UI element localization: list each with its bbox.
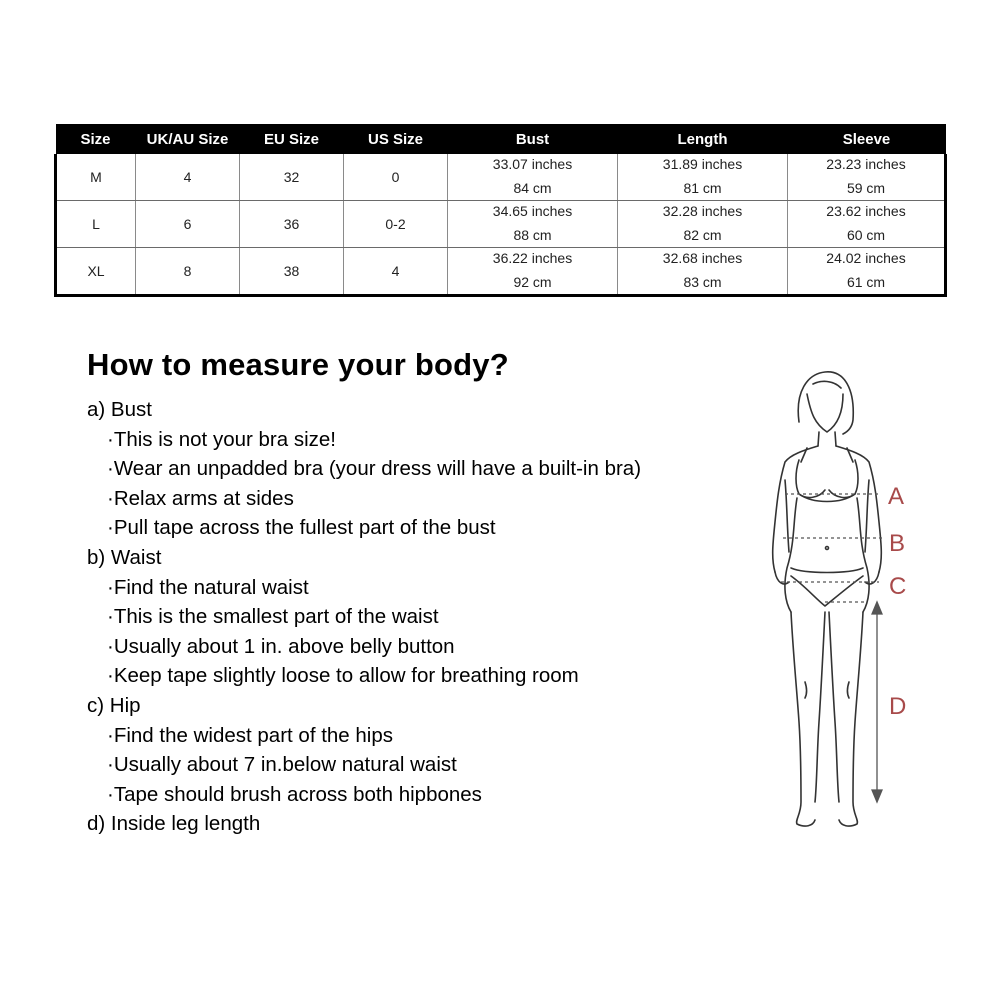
list-item: ·Find the widest part of the hips — [107, 723, 394, 747]
sleeve-inches: 23.23 inches — [826, 156, 906, 172]
sleeve-inches: 23.62 inches — [826, 203, 906, 219]
table-header-row — [56, 124, 946, 154]
cell-length — [618, 201, 788, 248]
cell-us: 4 — [344, 248, 448, 296]
table-row — [56, 154, 946, 201]
body-measurement-figure-icon — [755, 362, 935, 842]
list-item: ·Usually about 1 in. above belly button — [107, 634, 455, 658]
bust-inches: 36.22 inches — [492, 250, 573, 266]
header-eu-size: EU Size — [240, 124, 344, 154]
cell-sleeve — [788, 201, 946, 248]
cell-uk-au: 4 — [136, 154, 240, 201]
list-item: ·Find the natural waist — [107, 575, 309, 599]
list-item: ·Pull tape across the fullest part of the bust — [107, 516, 496, 540]
list-item: ·This is not your bra size! — [107, 427, 336, 451]
list-item: ·Tape should brush across both hipbones — [107, 782, 482, 806]
length-inches: 32.68 inches — [662, 250, 743, 266]
length-inches: 31.89 inches — [662, 156, 743, 172]
table-row — [56, 201, 946, 248]
cell-eu: 36 — [240, 201, 344, 248]
section-heading-inside-leg: d) Inside leg length — [87, 812, 261, 836]
sleeve-cm: 61 cm — [846, 274, 886, 290]
cell-size: M — [56, 154, 136, 201]
cell-us: 0-2 — [344, 201, 448, 248]
sleeve-inches: 24.02 inches — [826, 250, 906, 266]
bust-cm: 92 cm — [513, 274, 552, 290]
bust-cm: 88 cm — [513, 227, 552, 243]
list-item: ·Usually about 7 in.below natural waist — [107, 753, 457, 777]
cell-size: XL — [56, 248, 136, 296]
length-inches: 32.28 inches — [662, 203, 743, 219]
sleeve-cm: 60 cm — [846, 227, 886, 243]
length-cm: 83 cm — [683, 274, 722, 290]
body-outline-illustration — [755, 362, 935, 842]
section-heading-waist: b) Waist — [87, 545, 162, 569]
cell-length — [618, 154, 788, 201]
header-size: Size — [56, 124, 136, 154]
guide-title: How to measure your body? — [87, 347, 509, 382]
cell-uk-au: 8 — [136, 248, 240, 296]
section-heading-hip: c) Hip — [87, 693, 141, 717]
section-heading-bust: a) Bust — [87, 398, 152, 421]
label-d: D — [889, 693, 907, 720]
sleeve-cm: 59 cm — [846, 180, 886, 196]
table-row — [56, 248, 946, 296]
cell-length — [618, 248, 788, 296]
list-item: ·Relax arms at sides — [107, 486, 294, 510]
length-cm: 81 cm — [683, 180, 722, 196]
header-bust: Bust — [448, 124, 618, 154]
length-cm: 82 cm — [683, 227, 722, 243]
cell-eu: 32 — [240, 154, 344, 201]
cell-uk-au: 6 — [136, 201, 240, 248]
header-sleeve: Sleeve — [788, 124, 946, 154]
bust-inches: 34.65 inches — [492, 203, 573, 219]
cell-sleeve — [788, 248, 946, 296]
cell-us: 0 — [344, 154, 448, 201]
header-uk-au-size: UK/AU Size — [136, 124, 240, 154]
header-us-size: US Size — [344, 124, 448, 154]
cell-sleeve — [788, 154, 946, 201]
cell-eu: 38 — [240, 248, 344, 296]
cell-bust — [448, 201, 618, 248]
label-c: C — [889, 573, 907, 600]
list-item: ·Wear an unpadded bra (your dress will have a built-in bra) — [107, 457, 642, 481]
bust-cm: 84 cm — [513, 180, 552, 196]
size-chart-table — [54, 124, 947, 297]
cell-bust — [448, 154, 618, 201]
bust-inches: 33.07 inches — [492, 156, 573, 172]
measurement-instructions — [87, 395, 727, 839]
header-length: Length — [618, 124, 788, 154]
list-item: ·Keep tape slightly loose to allow for breathing room — [107, 664, 579, 688]
label-b: B — [889, 530, 906, 557]
cell-bust — [448, 248, 618, 296]
label-a: A — [888, 483, 905, 510]
cell-size: L — [56, 201, 136, 248]
list-item: ·This is the smallest part of the waist — [107, 605, 439, 629]
